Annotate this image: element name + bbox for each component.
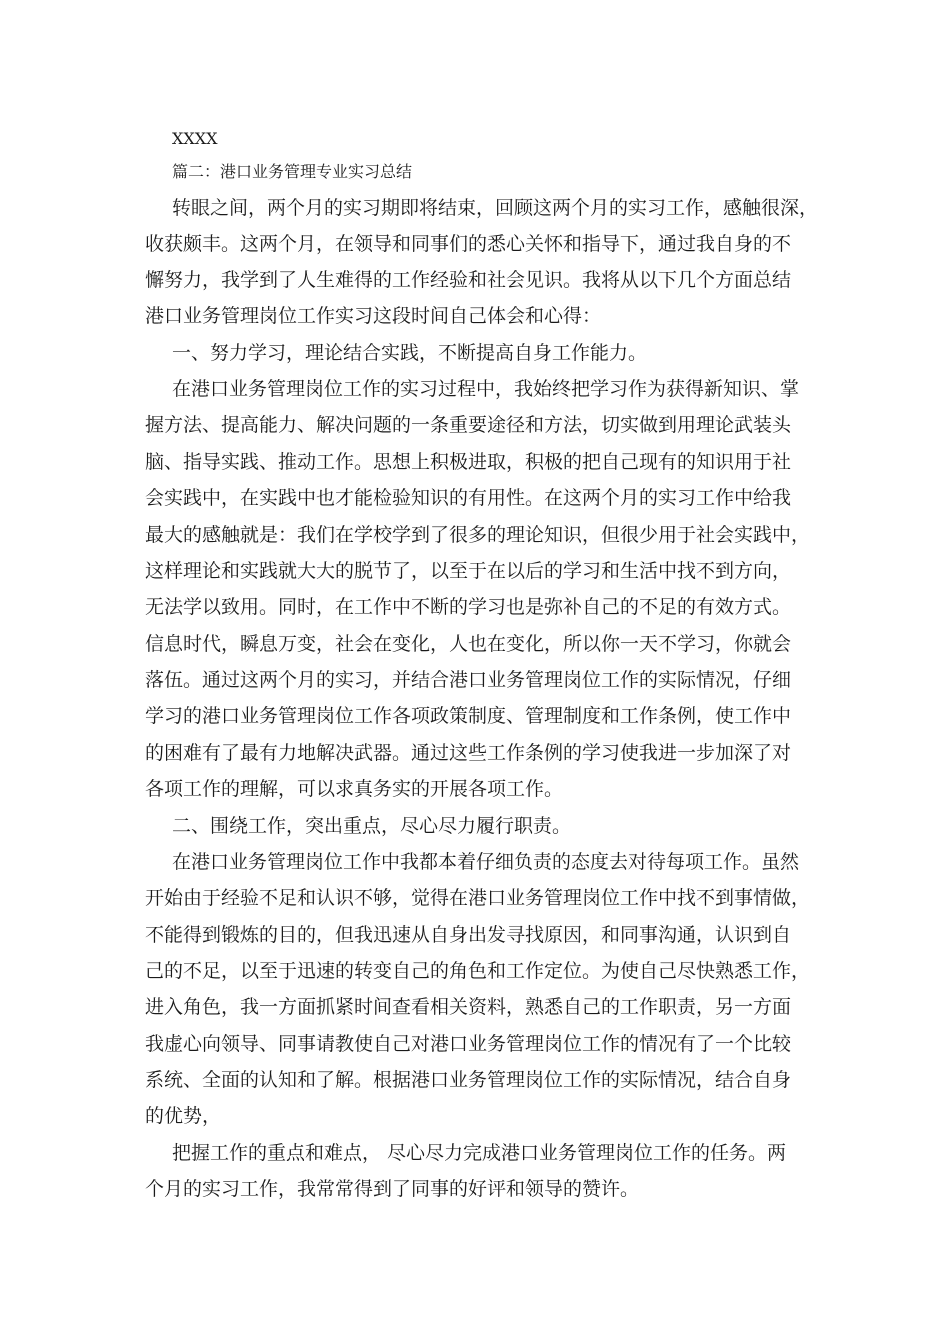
paragraph-line: 不能得到锻炼的目的，但我迅速从自身出发寻找原因，和同事沟通，认识到自 (145, 924, 792, 946)
paragraph-line: 在港口业务管理岗位工作的实习过程中，我始终把学习作为获得新知识、掌 (172, 378, 800, 400)
paragraph-line: 握方法、提高能力、解决问题的一条重要途径和方法，切实做到用理论武装头 (145, 414, 792, 436)
paragraph-line: 系统、全面的认知和了解。根据港口业务管理岗位工作的实际情况，结合自身 (145, 1069, 792, 1091)
paragraph-line: 港口业务管理岗位工作实习这段时间自己体会和心得： (145, 305, 602, 327)
paragraph-line: 开始由于经验不足和认识不够，觉得在港口业务管理岗位工作中找不到事情做， (145, 887, 811, 909)
paragraph-line: 的优势， (145, 1105, 222, 1127)
paragraph-line: 懈努力，我学到了人生难得的工作经验和社会见识。我将从以下几个方面总结 (145, 269, 792, 291)
paragraph-line: 会实践中，在实践中也才能检验知识的有用性。在这两个月的实习工作中给我 (145, 487, 792, 509)
paragraph-line: 这样理论和实践就大大的脱节了，以至于在以后的学习和生活中找不到方向， (145, 560, 792, 582)
paragraph-line: 个月的实习工作，我常常得到了同事的好评和领导的赞许。 (145, 1178, 640, 1200)
paragraph-line: 收获颇丰。这两个月，在领导和同事们的悉心关怀和指导下，通过我自身的不 (145, 233, 792, 255)
paragraph-line: 我虚心向领导、同事请教使自己对港口业务管理岗位工作的情况有了一个比较 (145, 1033, 792, 1055)
paragraph-line: 无法学以致用。同时，在工作中不断的学习也是弥补自己的不足的有效方式。 (145, 596, 792, 618)
paragraph-line: 己的不足，以至于迅速的转变自己的角色和工作定位。为使自己尽快熟悉工作， (145, 960, 811, 982)
paragraph-line: 在港口业务管理岗位工作中我都本着仔细负责的态度去对待每项工作。虽然 (172, 851, 800, 873)
paragraph-line: 落伍。通过这两个月的实习，并结合港口业务管理岗位工作的实际情况，仔细 (145, 669, 792, 691)
paragraph-line: 进入角色，我一方面抓紧时间查看相关资料，熟悉自己的工作职责，另一方面 (145, 996, 792, 1018)
paragraph-line: 转眼之间，两个月的实习期即将结束，回顾这两个月的实习工作，感触很深， (172, 197, 819, 219)
document-subtitle: 篇二：港口业务管理专业实习总结 (172, 162, 413, 181)
paragraph-line: 的困难有了最有力地解决武器。通过这些工作条例的学习使我进一步加深了对 (145, 742, 792, 764)
section-heading: 一、努力学习，理论结合实践，不断提高自身工作能力。 (172, 342, 648, 364)
paragraph-line: 学习的港口业务管理岗位工作各项政策制度、管理制度和工作条例，使工作中 (145, 705, 792, 727)
section-heading: 二、围绕工作，突出重点，尽心尽力履行职责。 (172, 815, 572, 837)
paragraph-line: 脑、指导实践、推动工作。思想上积极进取，积极的把自己现有的知识用于社 (145, 451, 792, 473)
paragraph-line: 信息时代，瞬息万变，社会在变化，人也在变化，所以你一天不学习，你就会 (145, 633, 792, 655)
paragraph-line: 最大的感触就是：我们在学校学到了很多的理论知识，但很少用于社会实践中， (145, 524, 811, 546)
document-header: XXXX (172, 129, 218, 148)
paragraph-line: 各项工作的理解，可以求真务实的开展各项工作。 (145, 778, 564, 800)
paragraph-line: 把握工作的重点和难点， 尽心尽力完成港口业务管理岗位工作的任务。两 (172, 1142, 787, 1164)
